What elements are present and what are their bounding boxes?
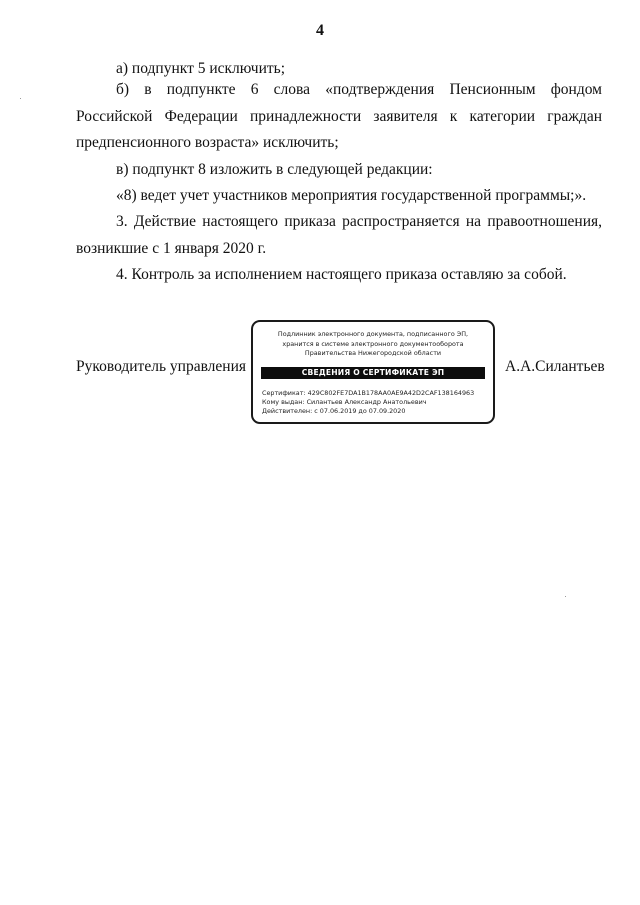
stamp-note-line: Правительства Нижегородской области	[304, 349, 442, 358]
page-number: 4	[316, 22, 324, 39]
certificate-validity: Действителен: с 07.06.2019 до 07.09.2020	[262, 407, 406, 416]
certificate-number: Сертификат: 429C802FE7DA1B178AA0AE9A42D2CAF138164963	[262, 389, 475, 397]
paragraph-clause-3: 3. Действие настоящего приказа распространяется на правоотношения, возникшие с 1 января 2020 г.	[76, 213, 602, 257]
stamp-note-line: хранится в системе электронного документооборота	[282, 339, 464, 348]
signer-title: Руководитель управления	[76, 358, 247, 375]
paragraph-item-8: «8) ведет учет участников мероприятия государственной программы;».	[116, 187, 587, 204]
electronic-signature-stamp	[251, 320, 495, 424]
stamp-details	[262, 389, 474, 417]
stamp-header: СВЕДЕНИЯ О СЕРТИФИКАТЕ ЭП	[261, 367, 485, 379]
paragraph-clause-4: 4. Контроль за исполнением настоящего приказа оставляю за собой.	[116, 266, 567, 283]
scan-speck	[20, 98, 21, 99]
paragraph-item-a: а) подпункт 5 исключить;	[116, 60, 286, 77]
stamp-note-line: Подлинник электронного документа, подписанного ЭП,	[277, 330, 469, 338]
stamp-note	[253, 330, 493, 359]
paragraph-item-b: б) в подпункте 6 слова «подтверждения Пенсионным фондом Российской Федерации принадлежности заявителя к категории граждан предпенсионного возраста» исключить;	[76, 81, 602, 151]
scan-speck	[565, 596, 566, 597]
paragraph-item-v: в) подпункт 8 изложить в следующей редакции:	[116, 161, 433, 178]
signer-name: А.А.Силантьев	[505, 358, 605, 375]
certificate-owner: Кому выдан: Силантьев Александр Анатольевич	[262, 398, 427, 407]
